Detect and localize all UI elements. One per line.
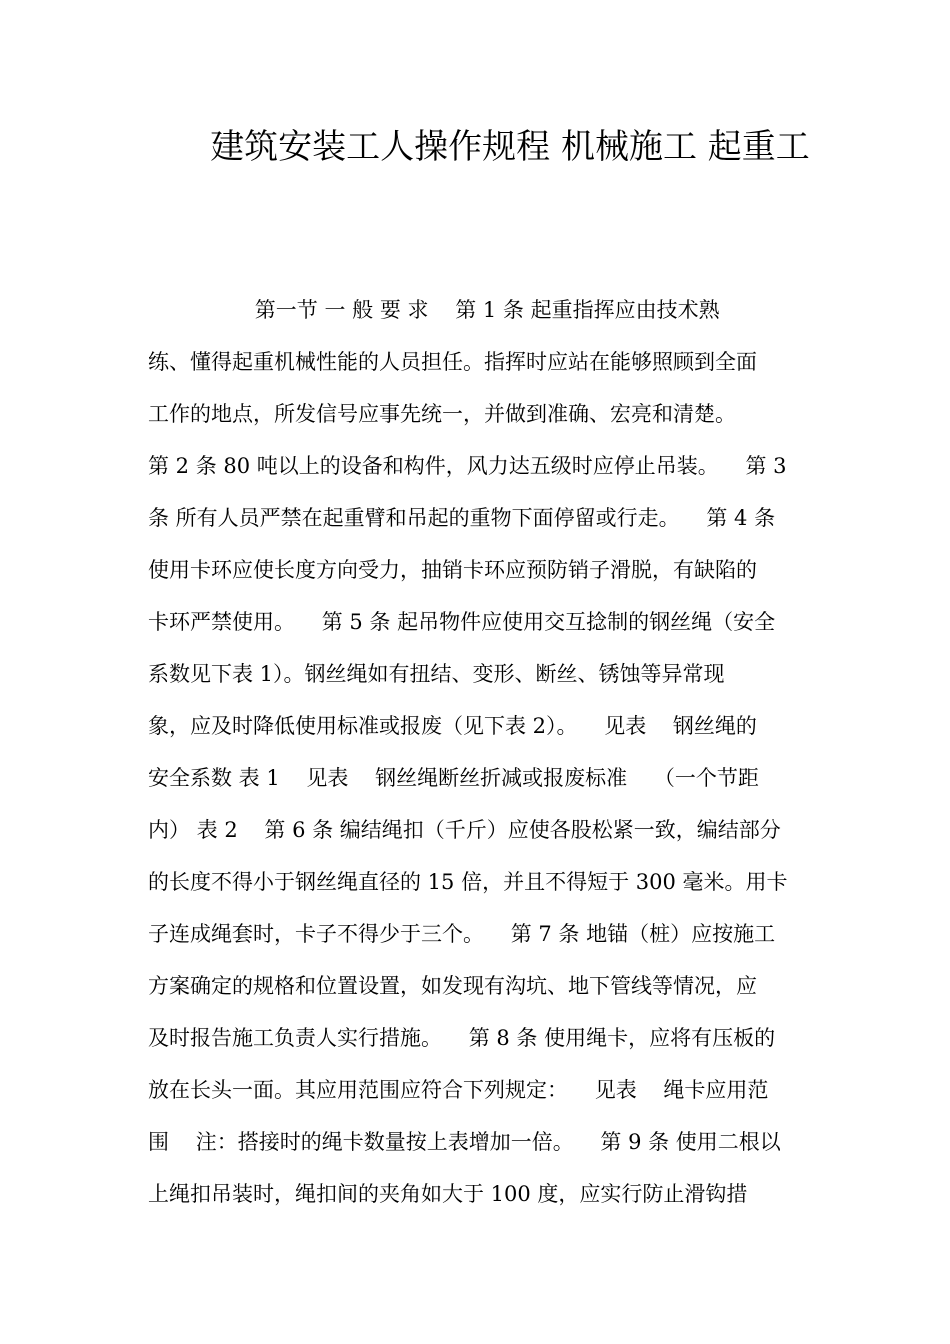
body-line: 放在长头一面。其应用范围应符合下列规定： 见表 绳卡应用范 — [148, 1078, 769, 1102]
document-body — [148, 284, 808, 1220]
body-line: 系数见下表 1）。钢丝绳如有扭结、变形、断丝、锈蚀等异常现 — [148, 662, 725, 686]
body-line: 围 注：搭接时的绳卡数量按上表增加一倍。 第 9 条 使用二根以 — [148, 1130, 781, 1154]
body-line: 练、懂得起重机械性能的人员担任。指挥时应站在能够照顾到全面 — [148, 350, 757, 374]
body-line: 及时报告施工负责人实行措施。 第 8 条 使用绳卡，应将有压板的 — [148, 1026, 776, 1050]
body-line: 的长度不得小于钢丝绳直径的 15 倍，并且不得短于 300 毫米。用卡 — [148, 870, 788, 894]
body-line: 象，应及时降低使用标准或报废（见下表 2）。 见表 钢丝绳的 — [148, 714, 757, 738]
body-line: 工作的地点，所发信号应事先统一，并做到准确、宏亮和清楚。 — [148, 402, 736, 426]
body-line: 方案确定的规格和位置设置，如发现有沟坑、地下管线等情况，应 — [148, 974, 757, 998]
document-title: 建筑安装工人操作规程 机械施工 起重工 — [210, 127, 810, 167]
body-line: 第 2 条 80 吨以上的设备和构件，风力达五级时应停止吊装。 第 3 — [148, 454, 787, 478]
body-line: 条 所有人员严禁在起重臂和吊起的重物下面停留或行走。 第 4 条 — [148, 506, 776, 530]
body-line: 使用卡环应使长度方向受力，抽销卡环应预防销子滑脱，有缺陷的 — [148, 558, 757, 582]
body-line: 内） 表 2 第 6 条 编结绳扣（千斤）应使各股松紧一致，编结部分 — [148, 818, 781, 842]
body-line: 第一节 一 般 要 求 第 1 条 起重指挥应由技术熟 — [148, 298, 720, 322]
body-line: 卡环严禁使用。 第 5 条 起吊物件应使用交互捻制的钢丝绳（安全 — [148, 610, 776, 634]
body-line: 子连成绳套时，卡子不得少于三个。 第 7 条 地锚（桩）应按施工 — [148, 922, 776, 946]
body-line: 安全系数 表 1 见表 钢丝绳断丝折减或报废标准 （一个节距 — [148, 766, 759, 790]
body-line: 上绳扣吊装时，绳扣间的夹角如大于 100 度，应实行防止滑钩措 — [148, 1182, 748, 1206]
